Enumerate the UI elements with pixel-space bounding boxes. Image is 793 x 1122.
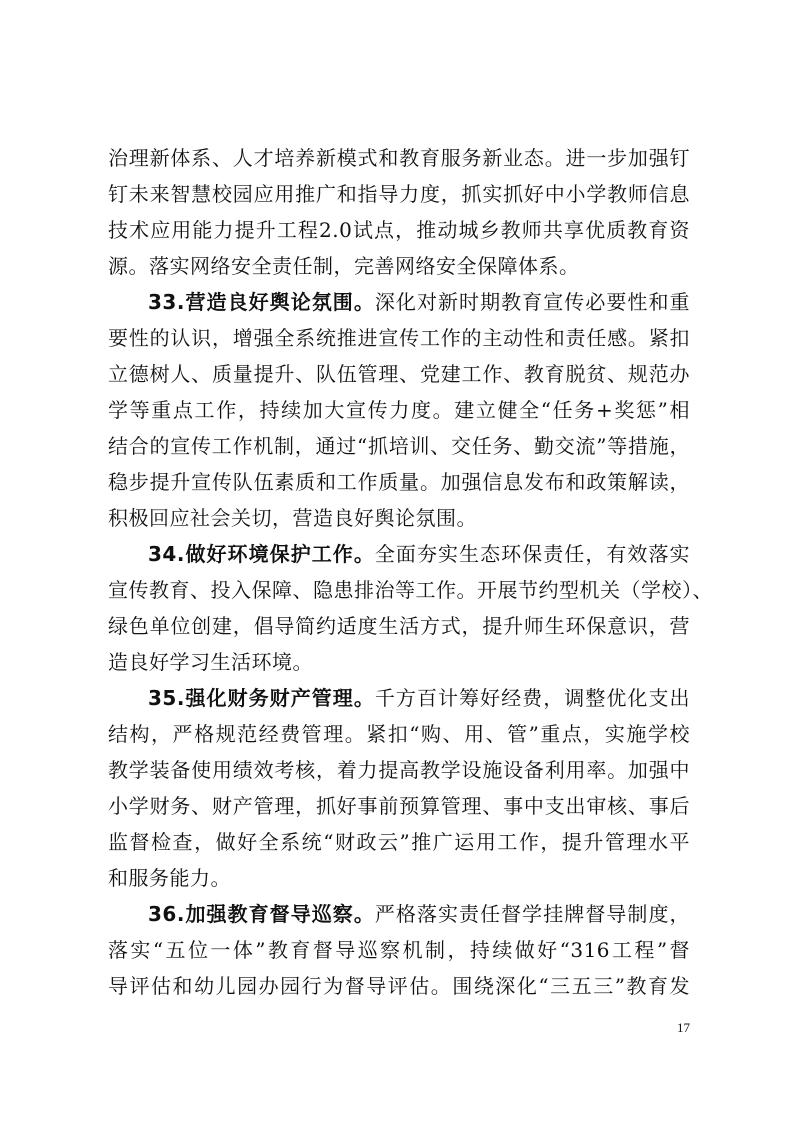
body-text-line: 技术应用能力提升工程2.0试点，推动城乡教师共享优质教育资: [108, 218, 690, 242]
body-text-line: 学等重点工作，持续加大宣传力度。建立健全“任务+奖惩”相: [108, 398, 690, 422]
body-text-line: 要性的认识，增强全系统推进宣传工作的主动性和责任感。紧扣: [108, 326, 690, 350]
section-heading-36: 36.加强教育督导巡察。: [148, 902, 375, 926]
body-text-line: 结合的宣传工作机制，通过“抓培训、交任务、勤交流”等措施，: [108, 434, 690, 458]
body-text-line: 小学财务、财产管理，抓好事前预算管理、事中支出审核、事后: [108, 794, 690, 818]
section-33-first-line: 33.营造良好舆论氛围。深化对新时期教育宣传必要性和重: [148, 290, 690, 314]
section-heading-34: 34.做好环境保护工作。: [148, 542, 375, 566]
body-text-line: 积极回应社会关切，营造良好舆论氛围。: [108, 506, 477, 530]
body-text-line: 绿色单位创建，倡导简约适度生活方式，提升师生环保意识，营: [108, 614, 690, 638]
section-heading-33: 33.营造良好舆论氛围。: [148, 290, 375, 314]
body-text-line: 稳步提升宣传队伍素质和工作质量。加强信息发布和政策解读，: [108, 470, 690, 494]
body-text-line: 治理新体系、人才培养新模式和教育服务新业态。进一步加强钉: [108, 146, 690, 170]
section-36-first-line: 36.加强教育督导巡察。严格落实责任督学挂牌督导制度，: [148, 902, 690, 926]
body-text-line: 宣传教育、投入保障、隐患排治等工作。开展节约型机关（学校）、: [108, 578, 713, 602]
body-text-line: 监督检查，做好全系统“财政云”推广运用工作，提升管理水平: [108, 830, 690, 854]
body-text-line: 和服务能力。: [108, 866, 231, 890]
body-text-line: 造良好学习生活环境。: [108, 650, 313, 674]
section-35-first-line: 35.强化财务财产管理。千方百计筹好经费，调整优化支出: [148, 686, 690, 710]
body-text-line: 教学装备使用绩效考核，着力提高教学设施设备利用率。加强中: [108, 758, 690, 782]
body-text-line: 钉未来智慧校园应用推广和指导力度，抓实抓好中小学教师信息: [108, 182, 690, 206]
body-text-line: 结构，严格规范经费管理。紧扣“购、用、管”重点，实施学校: [108, 722, 690, 746]
body-text-line: 落实“五位一体”教育督导巡察机制，持续做好“316工程”督: [108, 938, 690, 962]
body-text-line: 导评估和幼儿园办园行为督导评估。围绕深化“三五三”教育发: [108, 974, 690, 998]
body-text-line: 源。落实网络安全责任制，完善网络安全保障体系。: [108, 254, 580, 278]
section-34-first-line: 34.做好环境保护工作。全面夯实生态环保责任，有效落实: [148, 542, 690, 566]
section-heading-35: 35.强化财务财产管理。: [148, 686, 375, 710]
body-text-line: 立德树人、质量提升、队伍管理、党建工作、教育脱贫、规范办: [108, 362, 690, 386]
page-number: 17: [677, 1020, 690, 1035]
